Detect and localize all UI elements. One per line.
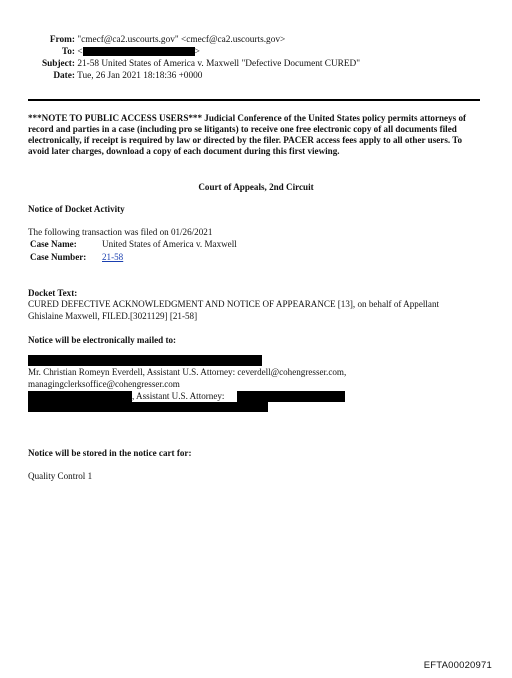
from-value: "cmecf@ca2.uscourts.gov" <cmecf@ca2.uscourts.gov> <box>77 35 286 45</box>
case-number-link[interactable]: 21-58 <box>102 252 124 262</box>
cart-item: Quality Control 1 <box>28 471 93 481</box>
mailed-line-3: , Assistant U.S. Attorney: <box>132 391 225 401</box>
recipient-redaction-3 <box>237 391 345 402</box>
cart-heading: Notice will be stored in the notice cart for: <box>28 448 192 458</box>
case-number-row <box>30 252 123 263</box>
public-access-notice: ***NOTE TO PUBLIC ACCESS USERS*** Judicial Conference of the United States policy permits attorneys of record and parties in a case (including pro se litigants) to receive one free electronic copy of all documents filed electronically, if receipt is required by law or directed by the filer. PACER access fees apply to all other users. To avoid later charges, download a copy of each document during this first viewing. <box>28 113 467 156</box>
docket-line-2: Ghislaine Maxwell, FILED.[3021129] [21-58] <box>28 311 198 321</box>
to-row <box>38 47 200 58</box>
recipient-redaction-4 <box>28 402 268 412</box>
mailed-heading: Notice will be electronically mailed to: <box>28 335 177 345</box>
from-label: From: <box>49 35 75 45</box>
to-label: To: <box>61 47 75 57</box>
mailed-line-2: managingclerksoffice@cohengresser.com <box>28 379 180 389</box>
case-name-value: United States of America v. Maxwell <box>102 239 237 249</box>
recipient-redaction-2 <box>28 391 132 402</box>
from-row <box>38 35 285 46</box>
to-prefix: < <box>77 47 83 57</box>
header-divider <box>28 99 480 101</box>
subject-row <box>38 59 360 70</box>
activity-heading: Notice of Docket Activity <box>28 204 125 214</box>
court-name: Court of Appeals, 2nd Circuit <box>198 182 314 192</box>
to-redaction <box>83 47 195 56</box>
case-number-label: Case Number: <box>30 252 87 262</box>
subject-label: Subject: <box>41 59 75 69</box>
docket-line-1: CURED DEFECTIVE ACKNOWLEDGMENT AND NOTICE OF APPEARANCE [13], on behalf of Appellant <box>28 299 440 309</box>
recipient-redaction-1 <box>28 355 262 366</box>
to-suffix: > <box>194 47 200 57</box>
case-name-label: Case Name: <box>30 239 77 249</box>
filed-text: The following transaction was filed on 01/26/2021 <box>28 227 213 237</box>
date-row <box>38 71 202 82</box>
case-name-row <box>30 239 237 250</box>
mailed-line-1: Mr. Christian Romeyn Everdell, Assistant U.S. Attorney: ceverdell@cohengresser.com, <box>28 367 347 377</box>
subject-value: 21-58 United States of America v. Maxwell "Defective Document CURED" <box>77 59 361 69</box>
date-value: Tue, 26 Jan 2021 18:18:36 +0000 <box>77 71 203 81</box>
docket-label: Docket Text: <box>28 288 78 298</box>
control-number: EFTA00020971 <box>423 660 492 671</box>
date-label: Date: <box>53 71 75 81</box>
